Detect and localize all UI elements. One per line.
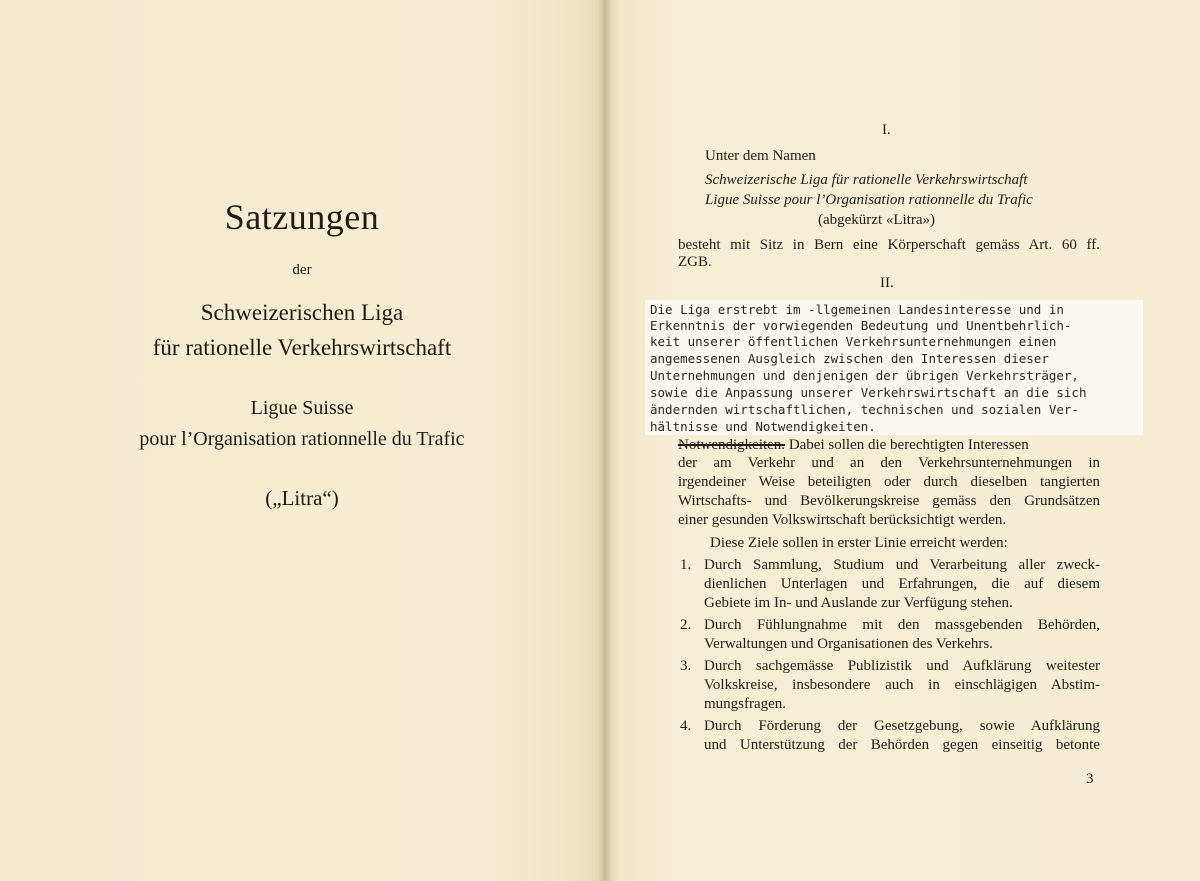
typed-line: sowie die Anpassung unserer Verkehrswirtschaft an die sich — [650, 385, 1087, 400]
section1-intro: Unter dem Namen — [705, 148, 816, 164]
org-name-de-line1: Schweizerischen Liga — [200, 300, 404, 325]
typed-line: ändernden wirtschaftlichen, technischen und sozialen Ver- — [650, 402, 1079, 417]
list-item-line: Durch Sammlung, Studium und Verarbeitung aller zweck- — [704, 557, 1100, 573]
section2-para-last: einer gesunden Volkswirtschaft berücksichtigt werden. — [678, 512, 1007, 528]
section1-body-line2: ZGB. — [678, 254, 712, 270]
list-item-line: Gebiete im In- und Auslande zur Verfügung stehen. — [704, 595, 1013, 611]
section-numeral-2: II. — [880, 275, 894, 291]
org-abbrev-note: (abgekürzt «Litra») — [818, 212, 936, 228]
page-number: 3 — [1086, 771, 1094, 787]
book-gutter — [598, 0, 612, 881]
list-number: 3. — [680, 658, 692, 674]
list-item-line: dienlichen Unterlagen und Erfahrungen, die auf diesem — [704, 576, 1100, 592]
list-number: 2. — [680, 617, 692, 633]
section2-para-line: irgendeiner Weise beteiligten oder durch dieselben tangierten — [678, 474, 1100, 490]
typed-line: keit unserer öffentlichen Verkehrsunternehmungen einen — [650, 334, 1057, 349]
org-name-fr-line2: pour l’Organisation rationnelle du Trafic — [139, 428, 465, 450]
list-item-line: Verwaltungen und Organisationen des Verkehrs. — [704, 636, 993, 652]
struck-word: Notwendigkeiten. — [678, 437, 786, 453]
page-title: Satzungen — [224, 197, 380, 237]
list-item-line: Durch sachgemässe Publizistik und Aufklärung weitester — [704, 658, 1100, 674]
title-connector: der — [292, 262, 312, 278]
para-line1-rest: Dabei sollen die berechtigten Interessen — [785, 437, 1029, 453]
typed-line: hältnisse und Notwendigkeiten. — [650, 419, 876, 434]
list-number: 4. — [680, 718, 692, 734]
org-name-de-line2: für rationelle Verkehrswirtschaft — [152, 335, 452, 360]
org-name-fr: Ligue Suisse pour l’Organisation rationnelle du Trafic — [705, 192, 1033, 208]
typed-line: Die Liga erstrebt im -llgemeinen Landesinteresse und in — [650, 302, 1064, 317]
section2-para-line: der am Verkehr und an den Verkehrsunternehmungen in — [678, 455, 1100, 471]
list-item-line: und Unterstützung der Behörden gegen einseitig betonte — [704, 737, 1100, 753]
list-item-line: Volkskreise, insbesondere auch in einschlägigen Abstim- — [704, 677, 1100, 693]
typed-line: angemessenen Ausgleich zwischen den Interessen dieser — [650, 351, 1049, 366]
section2-para-line1 — [678, 437, 1029, 454]
goals-intro: Diese Ziele sollen in erster Linie erreicht werden: — [710, 535, 1008, 551]
org-abbreviation: („Litra“) — [265, 486, 339, 510]
org-name-de: Schweizerische Liga für rationelle Verkehrswirtschaft — [705, 172, 1028, 188]
org-name-fr-line1: Ligue Suisse — [250, 397, 354, 419]
section-numeral-1: I. — [882, 122, 891, 138]
typed-line: Unternehmungen und denjenigen der übrigen Verkehrsträger, — [650, 368, 1079, 383]
list-item-line: Durch Fühlungnahme mit den massgebenden Behörden, — [704, 617, 1100, 633]
section2-para-line: Wirtschafts- und Bevölkerungskreise gemäss den Grundsätzen — [678, 493, 1100, 509]
list-item-line: Durch Förderung der Gesetzgebung, sowie Aufklärung — [704, 718, 1100, 734]
list-item-line: mungsfragen. — [704, 696, 787, 712]
list-number: 1. — [680, 557, 692, 573]
section1-body-line1: besteht mit Sitz in Bern eine Körperschaft gemäss Art. 60 ff. — [678, 237, 1100, 253]
typed-line: Erkenntnis der vorwiegenden Bedeutung und Unentbehrlich- — [650, 318, 1072, 333]
